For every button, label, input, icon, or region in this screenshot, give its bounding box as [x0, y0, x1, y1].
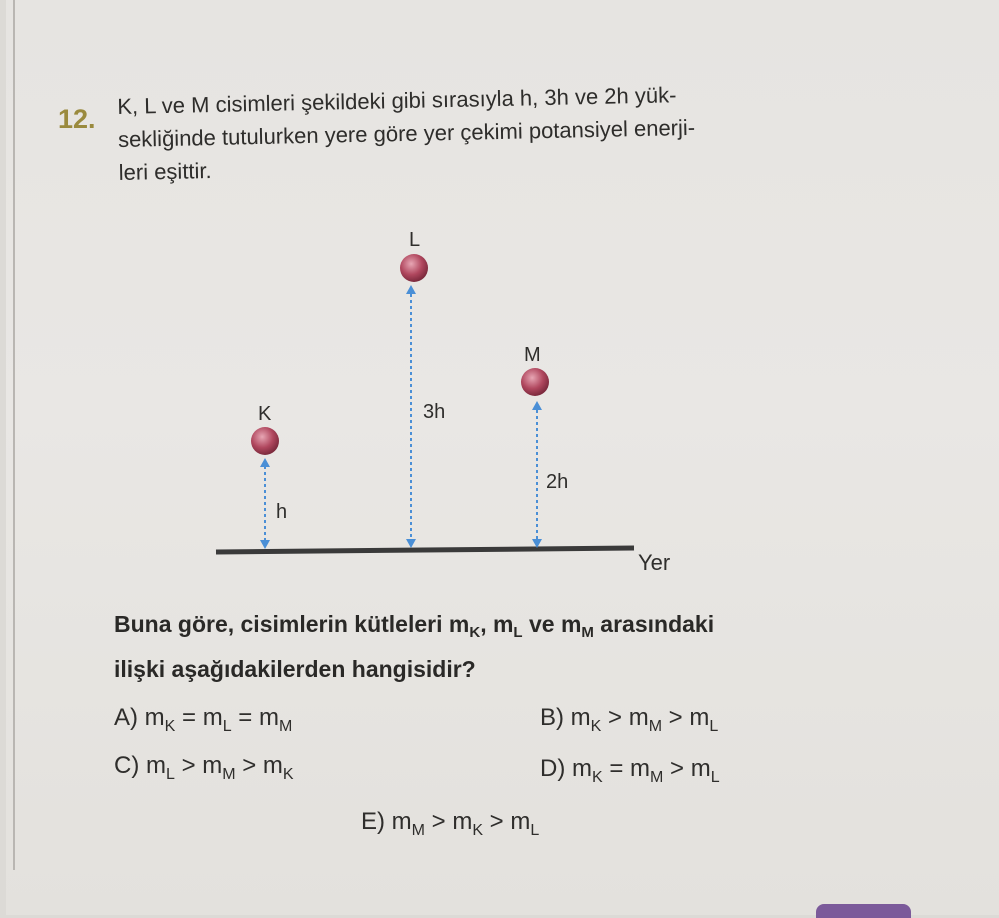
option-b[interactable]	[540, 704, 718, 736]
option-letter: E)	[361, 808, 392, 835]
height-label-h: h	[276, 501, 288, 523]
option-subscript: M	[278, 718, 293, 735]
option-subscript: K	[472, 822, 484, 839]
subscript-m: M	[581, 624, 594, 641]
option-mass-symbol: > m	[235, 752, 283, 779]
option-mass-symbol: = m	[175, 704, 223, 731]
stem-line-1: K, L ve M cisimleri şekildeki gibi sırasıyla h, 3h ve 2h yük-	[117, 82, 677, 119]
option-subscript: K	[282, 766, 294, 783]
worksheet-page	[6, 0, 999, 915]
option-subscript: L	[710, 769, 720, 786]
prompt-text: ve m	[522, 611, 582, 637]
ball-l	[400, 254, 428, 282]
option-letter: B)	[540, 704, 571, 731]
arrowhead-up-l	[406, 285, 416, 294]
option-e[interactable]	[361, 808, 539, 840]
prompt-text: arasındaki	[593, 611, 715, 637]
label-l: L	[409, 229, 421, 251]
height-label-2h: 2h	[546, 471, 569, 493]
option-mass-symbol: > m	[483, 808, 531, 835]
label-m: M	[524, 344, 541, 366]
option-subscript: L	[222, 718, 232, 735]
stem-line-2: sekliğinde tutulurken yere göre yer çekimi potansiyel enerji-	[117, 114, 696, 152]
option-mass-symbol: = m	[602, 755, 651, 782]
arrowhead-down-k	[260, 540, 270, 549]
ball-m	[521, 368, 549, 396]
option-mass-symbol: > m	[663, 755, 711, 782]
option-mass-symbol: = m	[231, 704, 279, 731]
page-corner-tab	[816, 904, 911, 918]
option-subscript: K	[592, 769, 603, 786]
option-subscript: M	[411, 822, 425, 839]
option-mass-symbol: > m	[425, 808, 473, 835]
option-a[interactable]	[114, 704, 292, 736]
arrowhead-down-l	[406, 539, 416, 548]
prompt-text: , m	[480, 611, 514, 637]
subscript-l: L	[513, 624, 523, 641]
option-subscript: K	[164, 718, 176, 735]
option-subscript: M	[222, 766, 236, 783]
prompt-text: Buna göre, cisimlerin kütleleri m	[114, 611, 470, 637]
option-subscript: L	[709, 718, 719, 735]
option-subscript: L	[530, 822, 540, 839]
option-subscript: M	[648, 718, 663, 735]
arrowhead-up-m	[532, 401, 542, 410]
height-label-3h: 3h	[423, 401, 446, 423]
stem-line-3: leri eşittir.	[118, 158, 212, 185]
question-prompt	[114, 606, 934, 687]
option-subscript: K	[590, 718, 602, 735]
prompt-line-1	[114, 606, 934, 651]
question-number: 12.	[58, 104, 96, 134]
prompt-line-2: ilişki aşağıdakilerden hangisidir?	[114, 656, 476, 682]
ground-line	[216, 548, 634, 552]
ball-k	[251, 427, 279, 455]
option-mass-symbol: m	[391, 808, 412, 835]
option-d[interactable]	[540, 755, 720, 787]
option-letter: C)	[114, 752, 146, 779]
ground-label: Yer	[638, 550, 671, 575]
subscript-k: K	[469, 624, 481, 641]
option-mass-symbol: > m	[601, 704, 649, 731]
option-mass-symbol: m	[572, 755, 592, 782]
option-letter: A)	[114, 704, 145, 731]
option-subscript: L	[166, 766, 175, 783]
option-mass-symbol: m	[146, 752, 166, 779]
label-k: K	[258, 403, 272, 425]
arrowhead-up-k	[260, 458, 270, 467]
option-mass-symbol: > m	[662, 704, 710, 731]
option-subscript: M	[650, 769, 664, 786]
option-mass-symbol: m	[570, 704, 591, 731]
option-letter: D)	[540, 755, 572, 782]
option-mass-symbol: > m	[174, 752, 223, 779]
option-c[interactable]	[114, 752, 294, 784]
option-mass-symbol: m	[144, 704, 165, 731]
